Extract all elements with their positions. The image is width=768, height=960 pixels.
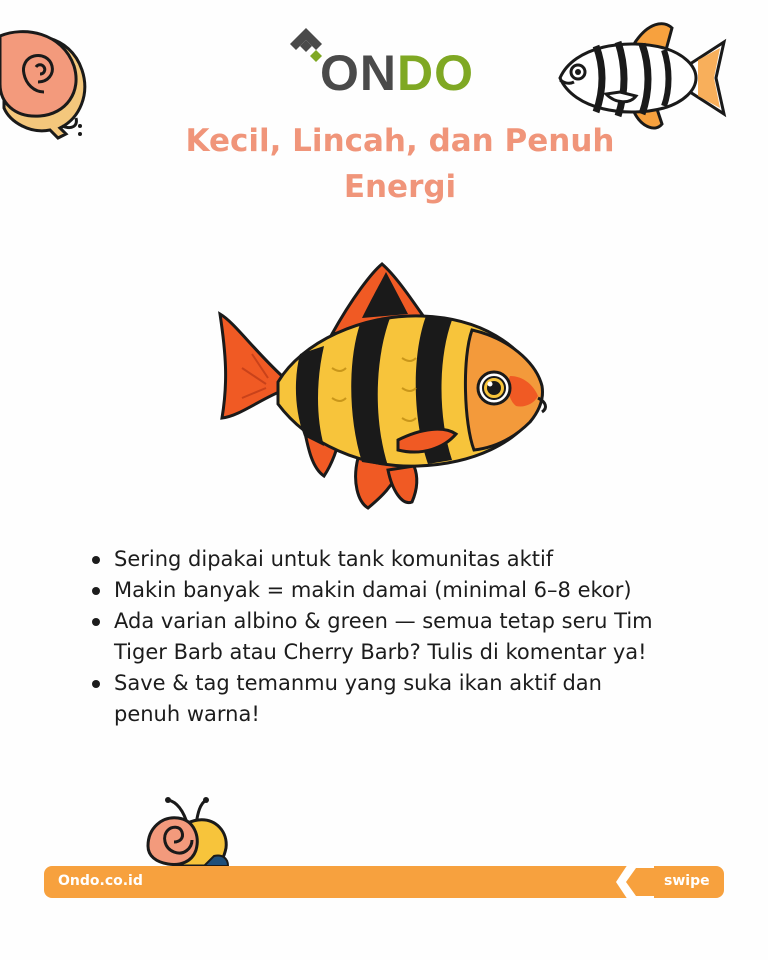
bullet-text: Save & tag temanmu yang suka ikan aktif dan penuh warna! (114, 671, 602, 726)
bullet-icon (92, 618, 100, 626)
bullet-text: Makin banyak = makin damai (minimal 6–8 ekor) (114, 578, 632, 602)
list-item (92, 575, 732, 606)
footer-bar (44, 866, 724, 898)
list-item (92, 606, 732, 668)
headline-line-1: Kecil, Lincah, dan Penuh (185, 123, 615, 159)
website-link[interactable]: Ondo.co.id (58, 873, 143, 889)
bullet-list (92, 544, 732, 730)
bullet-text: Sering dipakai untuk tank komunitas aktif (114, 547, 554, 571)
swipe-button[interactable]: swipe (664, 873, 710, 889)
logo-wordmark-do: DO (397, 45, 474, 101)
bullet-icon (92, 556, 100, 564)
ondo-logo (286, 24, 486, 104)
headline-line-2: Energi (343, 169, 457, 205)
snail-icon (0, 22, 92, 140)
list-item (92, 668, 732, 730)
logo-wordmark-on: ON (320, 45, 397, 101)
bullet-icon (92, 587, 100, 595)
bullet-icon (92, 680, 100, 688)
logo-wordmark (320, 45, 474, 101)
list-item (92, 544, 732, 575)
snail-icon (144, 796, 232, 868)
chevron-left-icon (606, 864, 654, 900)
headline (100, 118, 700, 210)
tiger-barb-fish-illustration (212, 258, 556, 518)
bullet-text: Ada varian albino & green — semua tetap seru Tim Tiger Barb atau Cherry Barb? Tulis di komentar ya! (114, 609, 653, 664)
